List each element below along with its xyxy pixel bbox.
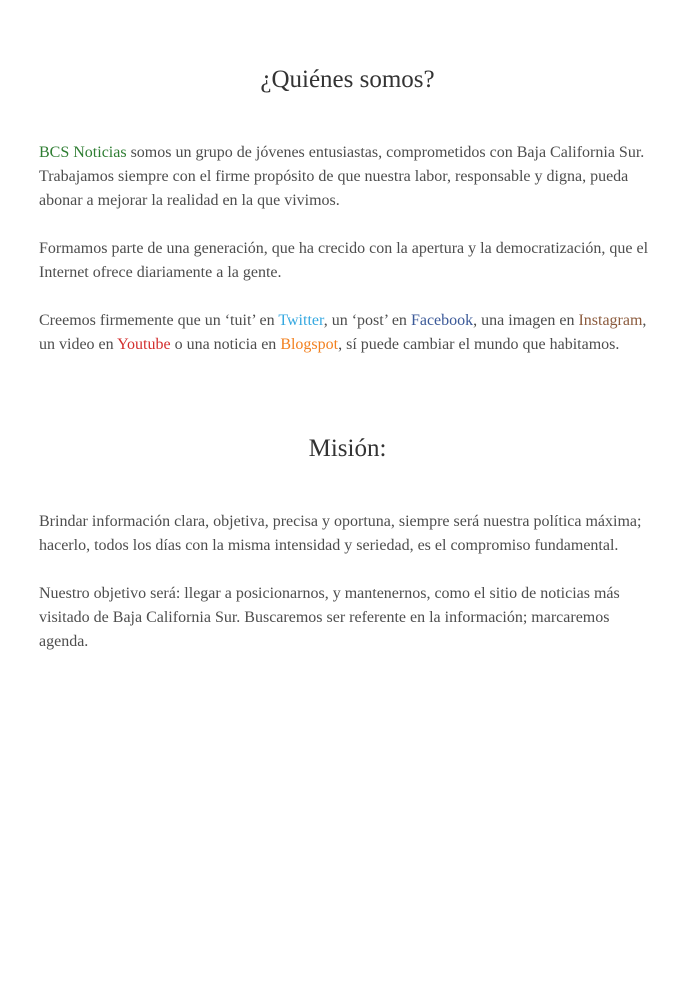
- about-paragraph-3: [39, 309, 656, 357]
- about-section: [39, 0, 656, 357]
- mission-body: [39, 510, 656, 654]
- text-fragment: , una imagen en: [473, 312, 579, 329]
- blogspot-link[interactable]: Blogspot: [280, 336, 339, 353]
- about-body: [39, 141, 656, 357]
- about-title: ¿Quiénes somos?: [260, 66, 435, 93]
- facebook-link[interactable]: Facebook: [410, 312, 474, 329]
- about-paragraph-1-text: somos un grupo de jóvenes entusiastas, comprometidos con Baja California Sur. Trabajamos siempre con el firme propósito de que nuestra labor, responsable y digna, pueda abonar a mejorar la realidad en la que vivimos.: [39, 144, 645, 209]
- brand-name: BCS Noticias: [39, 144, 127, 161]
- text-fragment: o una noticia en: [170, 336, 281, 353]
- twitter-link[interactable]: Twitter: [278, 312, 324, 329]
- mission-section: [39, 381, 656, 654]
- instagram-link[interactable]: Instagram: [578, 312, 643, 329]
- mission-paragraph-2: Nuestro objetivo será: llegar a posicionarnos, y mantenernos, como el sitio de noticias más visitado de Baja California Sur. Buscaremos ser referente en la información; marcaremos agenda.: [39, 585, 620, 650]
- mission-title: Misión:: [308, 435, 387, 462]
- text-fragment: , un video en: [39, 312, 647, 353]
- about-paragraph-2: Formamos parte de una generación, que ha crecido con la apertura y la democratización, que el Internet ofrece diariamente a la gente.: [39, 240, 649, 281]
- text-fragment: , un ‘post’ en: [323, 312, 411, 329]
- text-fragment: , sí puede cambiar el mundo que habitamos.: [338, 336, 620, 353]
- youtube-link[interactable]: Youtube: [117, 336, 171, 353]
- mission-paragraph-1: Brindar información clara, objetiva, precisa y oportuna, siempre será nuestra política máxima; hacerlo, todos los días con la misma intensidad y seriedad, es el compromiso fundamental.: [39, 513, 642, 554]
- about-paragraph-1: [39, 141, 656, 213]
- text-fragment: Creemos firmemente que un ‘tuit’ en: [39, 312, 279, 329]
